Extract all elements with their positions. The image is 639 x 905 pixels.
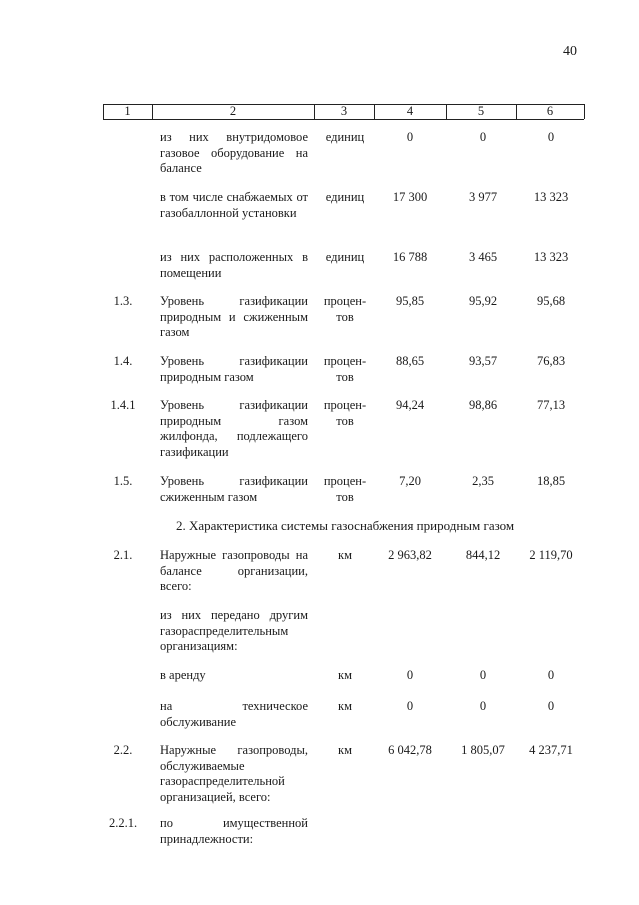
row-value-col4: 88,65 bbox=[395, 354, 425, 368]
row-value-col4: 16 788 bbox=[392, 250, 428, 264]
row-value-col5: 3 465 bbox=[468, 250, 498, 264]
row-unit: км bbox=[338, 668, 352, 682]
row-value-col4: 94,24 bbox=[395, 398, 425, 412]
row-value-col5: 0 bbox=[479, 699, 487, 713]
row-value-col4: 95,85 bbox=[395, 294, 425, 308]
row-unit: процен-тов bbox=[323, 474, 367, 504]
row-name: Наружные газопроводы, обслуживаемые газораспределительной организацией, всего: bbox=[160, 743, 308, 804]
row-name: в аренду bbox=[160, 668, 206, 682]
row-value-col6: 0 bbox=[547, 699, 555, 713]
section-title: 2. Характеристика системы газоснабжения природным газом bbox=[176, 518, 515, 533]
row-value-col4: 0 bbox=[406, 699, 414, 713]
row-name: по имущественной принадлежности: bbox=[160, 816, 308, 846]
row-name: Уровень газификации природным газом жилфонда, подлежащего газификации bbox=[160, 398, 308, 459]
row-value-col5: 98,86 bbox=[468, 398, 498, 412]
row-name: Наружные газопроводы на балансе организации, всего: bbox=[160, 548, 308, 593]
row-unit: процен-тов bbox=[323, 294, 367, 324]
row-number: 1.3. bbox=[113, 294, 133, 308]
row-value-col6: 13 323 bbox=[533, 250, 569, 264]
row-value-col5: 2,35 bbox=[472, 474, 494, 488]
header-bottom-border bbox=[103, 119, 584, 120]
row-value-col5: 95,92 bbox=[468, 294, 498, 308]
row-unit: км bbox=[338, 743, 352, 757]
row-name: из них расположенных в помещении bbox=[160, 250, 308, 280]
page-number: 40 bbox=[563, 44, 577, 59]
row-value-col6: 18,85 bbox=[536, 474, 566, 488]
row-number: 1.4. bbox=[113, 354, 133, 368]
row-number: 2.1. bbox=[113, 548, 133, 562]
header-cell: 6 bbox=[546, 104, 554, 118]
row-unit: процен-тов bbox=[323, 398, 367, 428]
row-value-col5: 0 bbox=[479, 130, 487, 144]
row-unit: процен-тов bbox=[323, 354, 367, 384]
header-cell: 1 bbox=[124, 104, 131, 118]
row-value-col4: 0 bbox=[406, 668, 414, 682]
row-value-col5: 3 977 bbox=[468, 190, 498, 204]
row-number: 2.2. bbox=[113, 743, 133, 757]
header-divider bbox=[584, 104, 585, 119]
row-value-col5: 93,57 bbox=[468, 354, 498, 368]
header-cell: 2 bbox=[229, 104, 237, 118]
row-value-col4: 0 bbox=[406, 130, 414, 144]
header-cell: 3 bbox=[340, 104, 348, 118]
row-name: Уровень газификации природным и сжиженным газом bbox=[160, 294, 308, 339]
row-name: на техническое обслуживание bbox=[160, 699, 308, 729]
row-name: из них внутридомовое газовое оборудование на балансе bbox=[160, 130, 308, 175]
row-unit: единиц bbox=[325, 130, 365, 144]
row-unit: единиц bbox=[325, 190, 365, 204]
row-value-col6: 0 bbox=[547, 668, 555, 682]
row-name: из них передано другим газораспределительным организациям: bbox=[160, 608, 308, 653]
row-name: Уровень газификации сжиженным газом bbox=[160, 474, 308, 504]
row-unit: км bbox=[338, 699, 352, 713]
row-name: Уровень газификации природным газом bbox=[160, 354, 308, 384]
row-value-col6: 0 bbox=[547, 130, 555, 144]
row-unit: единиц bbox=[325, 250, 365, 264]
row-value-col4: 17 300 bbox=[392, 190, 428, 204]
row-value-col4: 7,20 bbox=[399, 474, 421, 488]
row-value-col6: 95,68 bbox=[536, 294, 566, 308]
row-value-col5: 0 bbox=[479, 668, 487, 682]
row-value-col6: 4 237,71 bbox=[529, 743, 573, 757]
row-value-col5: 1 805,07 bbox=[461, 743, 505, 757]
row-number: 1.4.1 bbox=[110, 398, 136, 412]
row-number: 2.2.1. bbox=[108, 816, 138, 830]
row-value-col6: 2 119,70 bbox=[529, 548, 573, 562]
header-cell: 4 bbox=[406, 104, 414, 118]
row-value-col6: 13 323 bbox=[533, 190, 569, 204]
row-name: в том числе снабжаемых от газобаллонной установки bbox=[160, 190, 308, 220]
row-value-col4: 2 963,82 bbox=[388, 548, 432, 562]
row-value-col6: 76,83 bbox=[536, 354, 566, 368]
row-value-col6: 77,13 bbox=[536, 398, 566, 412]
row-unit: км bbox=[338, 548, 352, 562]
row-value-col4: 6 042,78 bbox=[388, 743, 432, 757]
row-value-col5: 844,12 bbox=[465, 548, 501, 562]
row-number: 1.5. bbox=[113, 474, 133, 488]
header-cell: 5 bbox=[477, 104, 485, 118]
